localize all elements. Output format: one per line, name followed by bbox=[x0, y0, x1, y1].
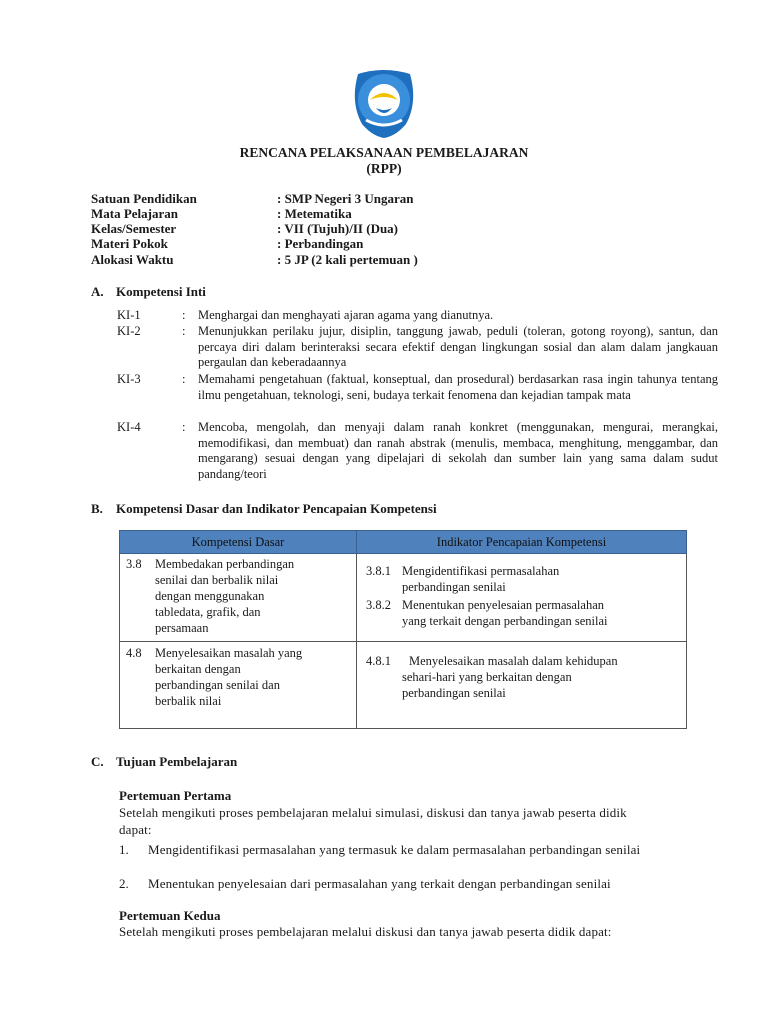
kd-number: 3.8 bbox=[126, 557, 142, 571]
section-a-heading bbox=[91, 284, 206, 300]
table-header-cell: Kompetensi Dasar bbox=[120, 531, 357, 554]
document-subtitle: (RPP) bbox=[366, 161, 402, 176]
identity-label: Kelas/Semester bbox=[91, 221, 177, 236]
table-row bbox=[120, 554, 687, 642]
ki-text: Memahami pengetahuan (faktual, konseptual, dan prosedural) berdasarkan rasa ingin tahunya tentang ilmu pengetahuan, teknologi, seni, budaya terkait fenomena dan kejadian tampak mata bbox=[198, 372, 718, 402]
indicator-number: 3.8.2 bbox=[366, 598, 391, 612]
table-header-cell: Indikator Pencapaian Kompetensi bbox=[357, 531, 687, 554]
kd-line: dengan menggunakan bbox=[155, 589, 265, 603]
indicator-line: Mengidentifikasi permasalahan bbox=[402, 564, 560, 578]
identity-value: : SMP Negeri 3 Ungaran bbox=[277, 191, 414, 206]
kd-line: persamaan bbox=[155, 621, 209, 635]
kd-line: Menyelesaikan masalah yang bbox=[155, 646, 303, 660]
indicator-line: perbandingan senilai bbox=[402, 580, 506, 594]
identity-value: : 5 JP (2 kali pertemuan ) bbox=[277, 252, 418, 267]
indicator-cell bbox=[357, 554, 687, 642]
section-title: Tujuan Pembelajaran bbox=[116, 754, 238, 769]
indicator-cell bbox=[357, 642, 687, 729]
ki-text: Menunjukkan perilaku jujur, disiplin, tanggung jawab, peduli (toleran, gotong royong), santun, dan percaya diri dalam berinteraksi secara efektif dengan lingkungan sosial dan alam dalam jangkauan pergaulan dan keberadaannya bbox=[198, 324, 718, 369]
meeting-2-title: Pertemuan Kedua bbox=[119, 908, 221, 923]
identity-value: : Metematika bbox=[277, 206, 352, 221]
indicator-line: Menyelesaikan masalah dalam kehidupan bbox=[409, 654, 618, 668]
meeting-1-intro-cont: dapat: bbox=[119, 822, 152, 837]
table-header-row bbox=[120, 531, 687, 554]
kd-cell bbox=[120, 642, 357, 729]
indicator-line: sehari-hari yang berkaitan dengan bbox=[402, 670, 572, 684]
ki-colon: : bbox=[182, 372, 186, 386]
identity-value: : VII (Tujuh)/II (Dua) bbox=[277, 221, 399, 236]
kd-line: perbandingan senilai dan bbox=[155, 678, 280, 692]
kd-line: berbalik nilai bbox=[155, 694, 222, 708]
kd-line: berkaitan dengan bbox=[155, 662, 241, 676]
table-row bbox=[120, 642, 687, 729]
identity-label: Alokasi Waktu bbox=[91, 252, 174, 267]
indicator-number: 3.8.1 bbox=[366, 564, 391, 578]
meeting-1-intro: Setelah mengikuti proses pembelajaran melalui simulasi, diskusi dan tanya jawab peserta didik bbox=[119, 805, 627, 820]
section-c-heading bbox=[91, 754, 237, 770]
kd-line: senilai dan berbalik nilai bbox=[155, 573, 279, 587]
ki-code: KI-2 bbox=[117, 324, 141, 338]
objective-number: 2. bbox=[119, 876, 129, 891]
ki-code: KI-4 bbox=[117, 420, 141, 434]
kd-cell bbox=[120, 554, 357, 642]
section-number: B. bbox=[91, 501, 103, 516]
section-title: Kompetensi Dasar dan Indikator Pencapaian Kompetensi bbox=[116, 501, 437, 516]
identity-label: Materi Pokok bbox=[91, 236, 168, 251]
document-title: RENCANA PELAKSANAAN PEMBELAJARAN bbox=[239, 145, 529, 160]
ki-colon: : bbox=[182, 308, 186, 322]
meeting-2-intro: Setelah mengikuti proses pembelajaran melalui diskusi dan tanya jawab peserta didik dapat: bbox=[119, 924, 612, 939]
indicator-line: yang terkait dengan perbandingan senilai bbox=[402, 614, 608, 628]
kd-line: Membedakan perbandingan bbox=[155, 557, 295, 571]
objective-text: Menentukan penyelesaian dari permasalahan yang terkait dengan perbandingan senilai bbox=[148, 876, 611, 891]
ki-text: Menghargai dan menghayati ajaran agama yang dianutnya. bbox=[198, 308, 494, 322]
objective-text: Mengidentifikasi permasalahan yang termasuk ke dalam permasalahan perbandingan senilai bbox=[148, 842, 641, 857]
section-number: A. bbox=[91, 284, 104, 299]
identity-label: Mata Pelajaran bbox=[91, 206, 179, 221]
ki-text: Mencoba, mengolah, dan menyaji dalam ranah konkret (menggunakan, mengurai, merangkai, memodifikasi, dan membuat) dan ranah abstrak (menulis, membaca, menghitung, menggambar, dan mengarang) sesuai dengan yang dipelajari di sekolah dan sumber lain yang sama dalam sudut pandang/teori bbox=[198, 420, 718, 481]
section-title: Kompetensi Inti bbox=[116, 284, 206, 299]
indicator-number: 4.8.1 bbox=[366, 654, 391, 668]
section-b-heading bbox=[91, 501, 437, 517]
indicator-line: Menentukan penyelesaian permasalahan bbox=[402, 598, 604, 612]
kd-line: tabledata, grafik, dan bbox=[155, 605, 261, 619]
kd-number: 4.8 bbox=[126, 646, 142, 660]
meeting-1-title: Pertemuan Pertama bbox=[119, 788, 232, 803]
identity-value: : Perbandingan bbox=[277, 236, 364, 251]
section-number: C. bbox=[91, 754, 104, 769]
indicator-line: perbandingan senilai bbox=[402, 686, 506, 700]
objective-number: 1. bbox=[119, 842, 129, 857]
ki-code: KI-3 bbox=[117, 372, 141, 386]
competency-table bbox=[119, 530, 687, 729]
ki-colon: : bbox=[182, 420, 186, 434]
ki-colon: : bbox=[182, 324, 186, 338]
ki-code: KI-1 bbox=[117, 308, 141, 322]
tut-wuri-handayani-logo bbox=[346, 64, 422, 140]
identity-label: Satuan Pendidikan bbox=[91, 191, 197, 206]
